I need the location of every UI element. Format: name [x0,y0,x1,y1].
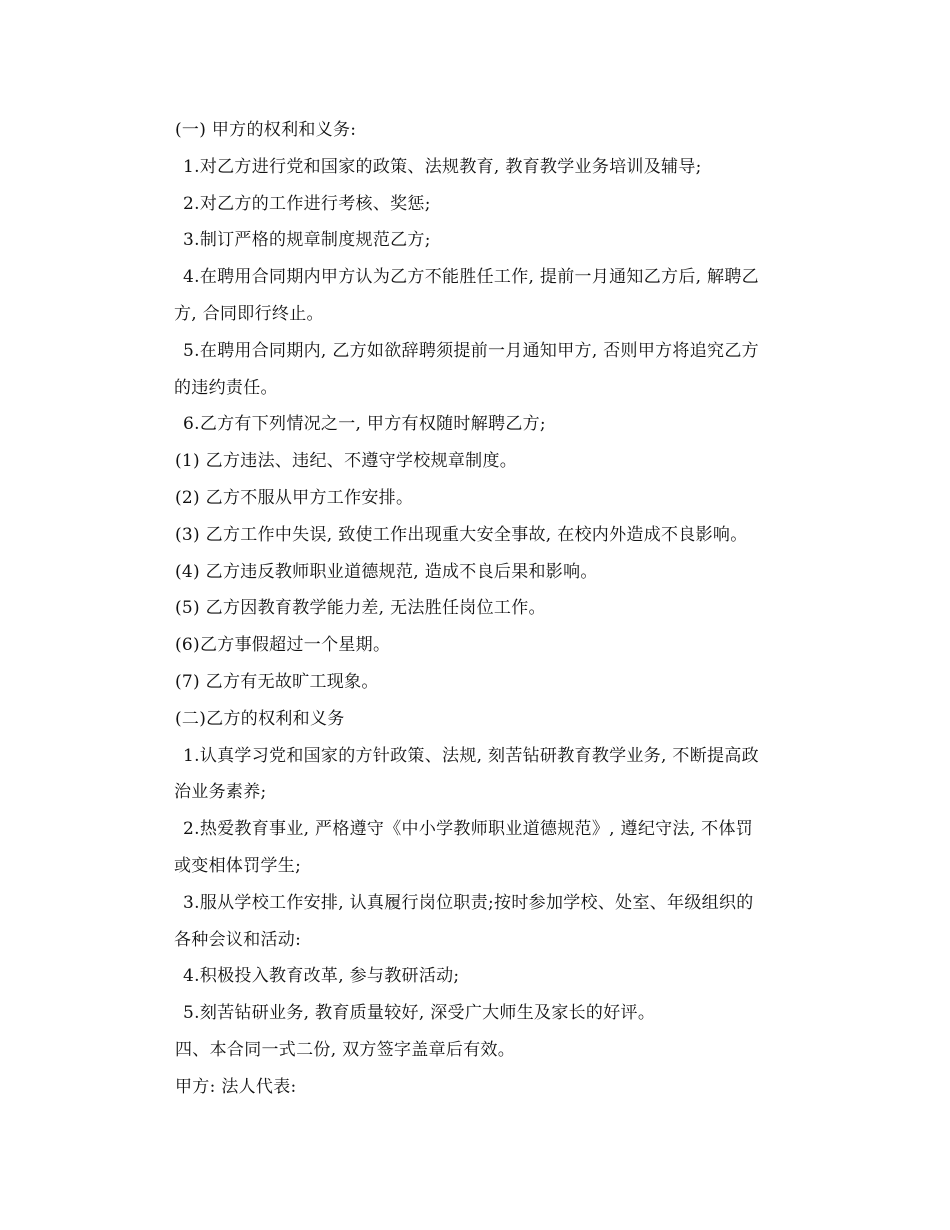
text-line: 各种会议和活动: [174,929,302,950]
text-line: 2.热爱教育事业, 严格遵守《中小学教师职业道德规范》, 遵纪守法, 不体罚 [183,819,754,840]
text-line: 方, 合同即行终止。 [174,303,324,324]
text-line: 4.在聘用合同期内甲方认为乙方不能胜任工作, 提前一月通知乙方后, 解聘乙 [183,267,759,288]
text-line: (1) 乙方违法、违纪、不遵守学校规章制度。 [175,451,518,472]
text-line: 3.服从学校工作安排, 认真履行岗位职责;按时参加学校、处室、年级组织的 [183,892,754,913]
text-line: 或变相体罚学生; [174,855,302,876]
contract-text [175,112,805,1106]
text-line: 4.积极投入教育改革, 参与教研活动; [183,966,460,987]
text-line: (4) 乙方违反教师职业道德规范, 造成不良后果和影响。 [175,561,598,582]
text-line: 1.对乙方进行党和国家的政策、法规教育, 教育教学业务培训及辅导; [183,156,702,177]
text-line: (7) 乙方有无故旷工现象。 [175,671,379,692]
text-line: 5.在聘用合同期内, 乙方如欲辞聘须提前一月通知甲方, 否则甲方将追究乙方 [183,340,759,361]
text-line: (一) 甲方的权利和义务: [175,120,357,140]
text-line: (3) 乙方工作中失误, 致使工作出现重大安全事故, 在校内外造成不良影响。 [175,524,748,545]
text-line: (2) 乙方不服从甲方工作安排。 [175,487,414,508]
text-line: 3.制订严格的规章制度规范乙方; [183,230,431,251]
text-line: 2.对乙方的工作进行考核、奖惩; [183,193,431,214]
text-line: 5.刻苦钻研业务, 教育质量较好, 深受广大师生及家长的好评。 [183,1003,656,1024]
text-line: 甲方: 法人代表: [175,1076,297,1097]
text-line: 的违约责任。 [174,377,278,398]
text-line: 治业务素养; [174,782,267,803]
text-line: 1.认真学习党和国家的方针政策、法规, 刻苦钻研教育教学业务, 不断提高政 [183,745,759,766]
text-line: (5) 乙方因教育教学能力差, 无法胜任岗位工作。 [175,598,546,619]
text-line: 6.乙方有下列情况之一, 甲方有权随时解聘乙方; [183,414,546,435]
text-line: 四、本合同一式二份, 双方签字盖章后有效。 [175,1039,516,1060]
text-line: (二)乙方的权利和义务 [175,708,345,729]
text-line: (6)乙方事假超过一个星期。 [175,635,391,656]
